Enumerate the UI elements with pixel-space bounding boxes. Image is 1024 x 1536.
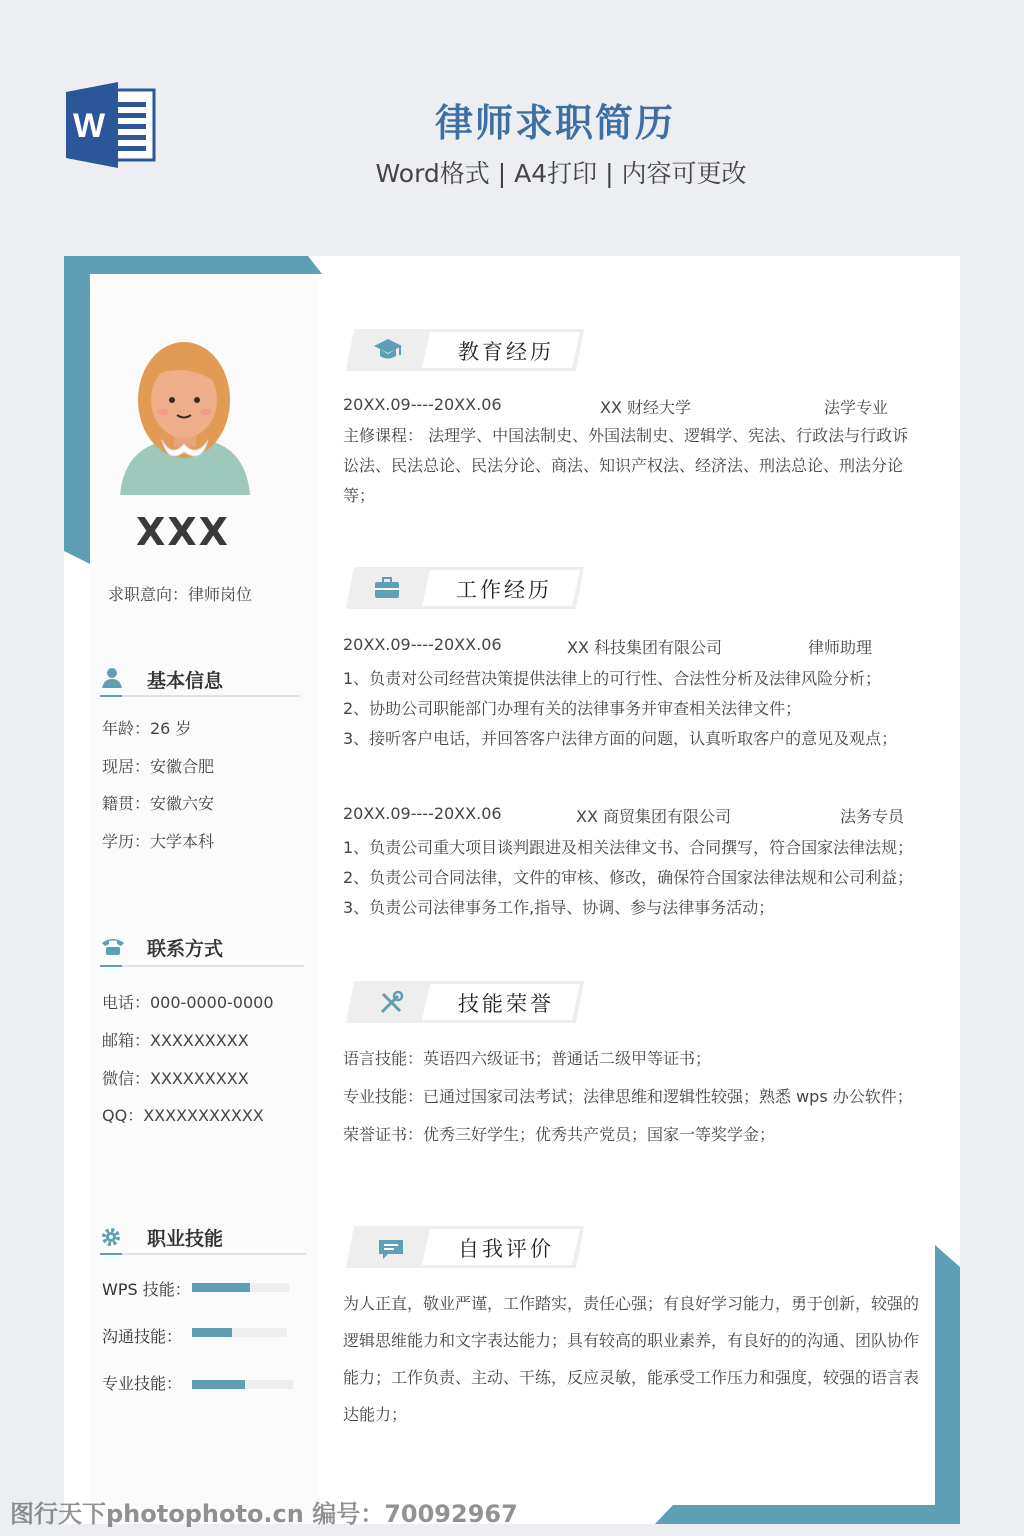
- work-heading: 工作经历: [456, 578, 552, 602]
- phone-icon: [100, 936, 126, 956]
- info-age: 年龄：26 岁: [102, 719, 192, 738]
- candidate-name: XXX: [136, 510, 230, 554]
- skill-label-wps: WPS 技能：: [102, 1280, 191, 1299]
- page-subtitle: Word格式 | A4打印 | 内容可更改: [375, 159, 747, 188]
- honor-professional: 专业技能：已通过国家司法考试；法律思维和逻辑性较强；熟悉 wps 办公软件；: [343, 1087, 913, 1106]
- honors-heading: 技能荣誉: [458, 992, 554, 1016]
- graduation-cap-icon: [374, 337, 402, 361]
- skill-fill-wps: [192, 1283, 250, 1292]
- skills-heading: 职业技能: [147, 1228, 224, 1250]
- basic-info-divider: [100, 695, 300, 697]
- contact-divider: [100, 965, 304, 967]
- skills-divider: [100, 1253, 306, 1255]
- education-heading: 教育经历: [458, 340, 554, 364]
- skill-bar-communication: [192, 1328, 287, 1337]
- skill-label-communication: 沟通技能：: [102, 1327, 183, 1346]
- job2-duty-1: 1、负责公司重大项目谈判跟进及相关法律文书、合同撰写，符合国家法律法规；: [343, 838, 914, 857]
- self-eval-heading: 自我评价: [458, 1237, 554, 1261]
- job-intent: 求职意向：律师岗位: [108, 585, 253, 604]
- job1-period: 20XX.09----20XX.06: [343, 635, 502, 654]
- job1-position: 律师助理: [808, 638, 873, 657]
- page-title: 律师求职简历: [434, 101, 675, 145]
- contact-phone: 电话：000-0000-0000: [102, 993, 274, 1012]
- contact-email: 邮箱：XXXXXXXXX: [102, 1031, 249, 1050]
- job2-duty-3: 3、负责公司法律事务工作,指导、协调、参与法律事务活动；: [343, 898, 775, 917]
- honor-certificates: 荣誉证书：优秀三好学生；优秀共产党员；国家一等奖学金；: [343, 1125, 776, 1144]
- education-period: 20XX.09----20XX.06: [343, 395, 502, 414]
- skill-fill-communication: [192, 1328, 232, 1337]
- skill-fill-professional: [192, 1380, 245, 1389]
- info-hometown: 籍贯：安徽六安: [102, 794, 215, 813]
- contact-qq: QQ：XXXXXXXXXXX: [102, 1106, 264, 1125]
- education-courses: 主修课程： 法理学、中国法制史、外国法制史、逻辑学、宪法、行政法与行政诉讼法、民法总论、民法分论、商法、知识产权法、经济法、刑法总论、刑法分论等；: [343, 426, 909, 505]
- contact-wechat: 微信：XXXXXXXXX: [102, 1069, 249, 1088]
- avatar: [116, 340, 256, 500]
- briefcase-icon: [374, 577, 400, 599]
- skill-bar-professional: [192, 1380, 293, 1389]
- education-major: 法学专业: [824, 398, 889, 417]
- skill-bar-wps: [192, 1283, 289, 1292]
- job1-duty-1: 1、负责对公司经营决策提供法律上的可行性、合法性分析及法律风险分析；: [343, 669, 882, 688]
- job2-period: 20XX.09----20XX.06: [343, 804, 502, 823]
- job2-duty-2: 2、负责公司合同法律，文件的审核、修改，确保符合国家法律法规和公司利益；: [343, 868, 914, 887]
- watermark: 图行天下photophoto.cn 编号：70092967: [10, 1500, 518, 1528]
- self-eval-text: 为人正直，敬业严谨，工作踏实，责任心强；有良好学习能力，勇于创新，较强的逻辑思维能力和文字表达能力；具有较高的职业素养，有良好的的沟通、团队协作能力；工作负责、主动、干练，反应灵敏，能承受工作压力和强度，较强的语言表达能力；: [343, 1294, 920, 1424]
- basic-info-heading: 基本信息: [147, 670, 224, 692]
- job1-company: XX 科技集团有限公司: [567, 638, 723, 657]
- word-logo-letter: W: [72, 107, 106, 145]
- skill-label-professional: 专业技能：: [102, 1374, 183, 1393]
- job2-company: XX 商贸集团有限公司: [576, 807, 732, 826]
- comment-icon: [378, 1238, 404, 1260]
- tools-icon: [378, 990, 404, 1016]
- job1-duty-2: 2、协助公司职能部门办理有关的法律事务并审查相关法律文件；: [343, 699, 802, 718]
- job2-position: 法务专员: [840, 807, 905, 826]
- info-residence: 现居：安徽合肥: [102, 757, 215, 776]
- gear-icon: [100, 1226, 122, 1248]
- contact-heading: 联系方式: [147, 938, 224, 960]
- job1-duty-3: 3、接听客户电话，并回答客户法律方面的问题，认真听取客户的意见及观点；: [343, 729, 898, 748]
- honor-language: 语言技能：英语四六级证书；普通话二级甲等证书；: [343, 1049, 712, 1068]
- education-school: XX 财经大学: [600, 398, 692, 417]
- user-icon: [100, 666, 124, 690]
- info-education: 学历：大学本科: [102, 832, 215, 851]
